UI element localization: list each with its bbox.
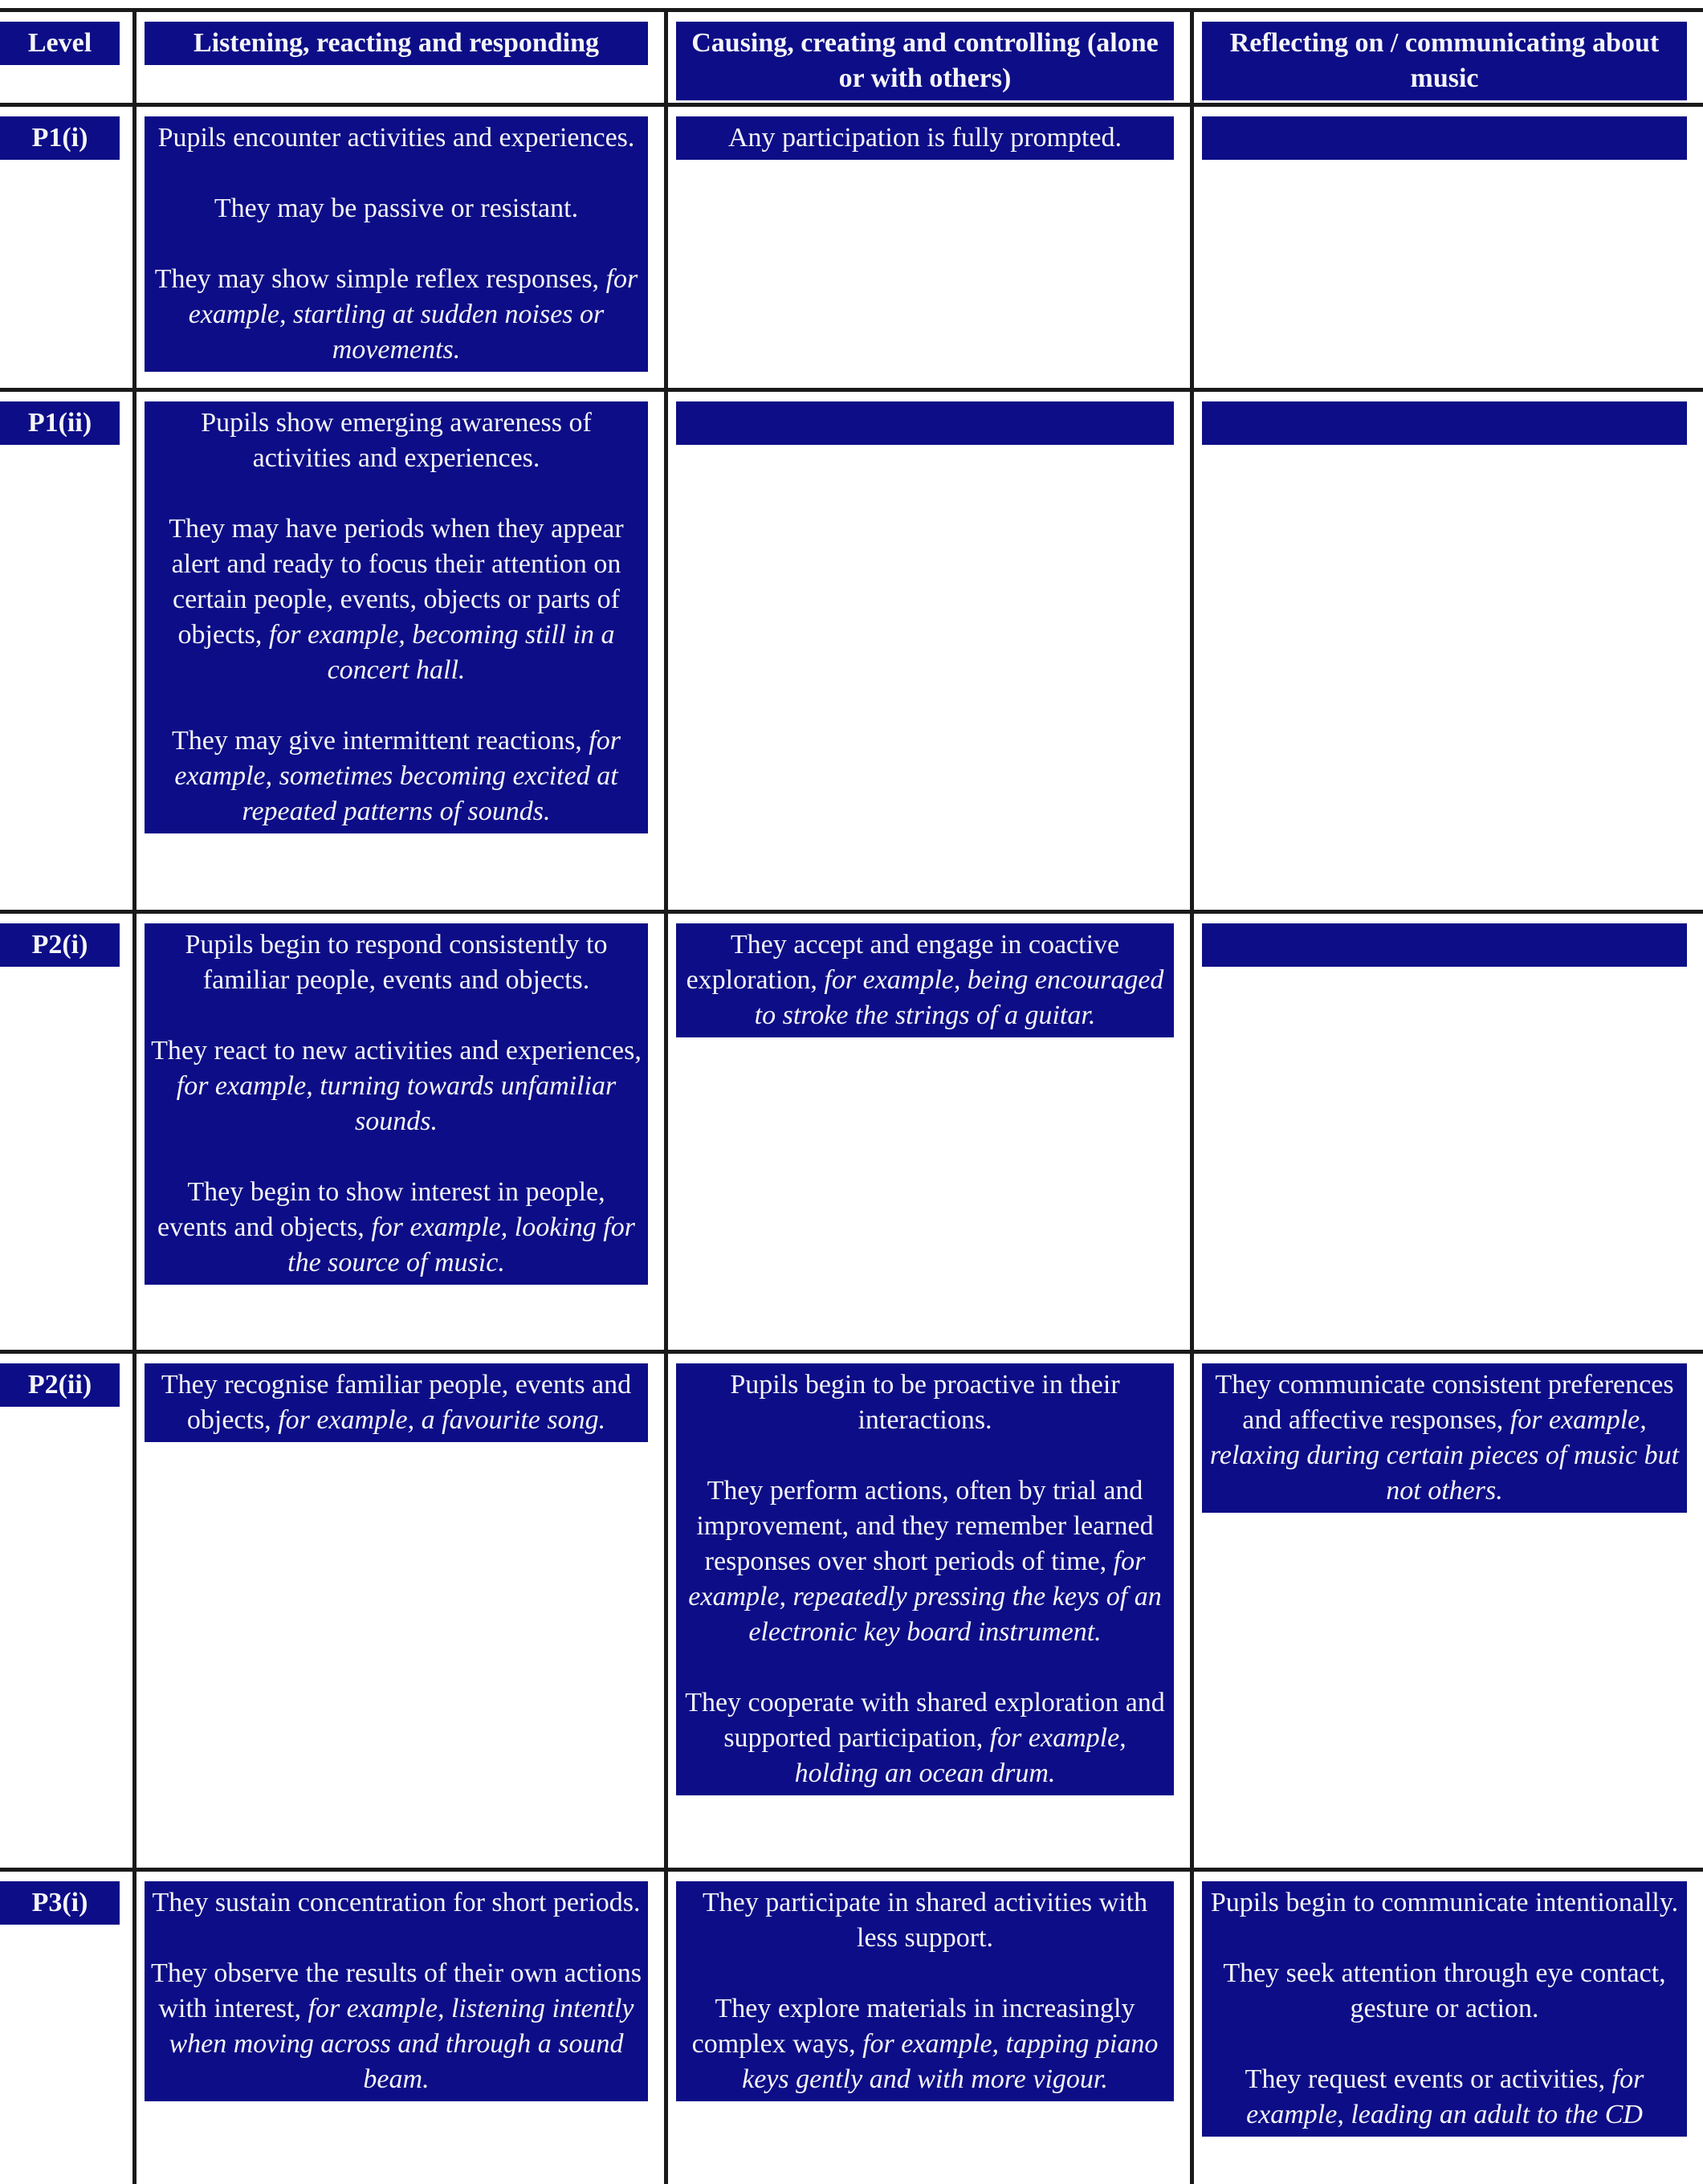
level-badge: P2(ii) bbox=[0, 1363, 120, 1407]
example-text: for example, startling at sudden noises or movements. bbox=[188, 264, 638, 365]
level-badge: P1(i) bbox=[0, 116, 120, 160]
cell-content bbox=[1202, 923, 1687, 967]
paragraph bbox=[682, 1473, 1167, 1650]
statement-text: They may have periods when they appear alert and ready to focus their attention on certain people, events, objects or parts of objects, bbox=[169, 514, 624, 650]
content-cell bbox=[1190, 107, 1703, 388]
example-text: for example, looking for the source of music. bbox=[287, 1212, 635, 1277]
paragraph bbox=[151, 927, 642, 998]
statement-text: They cooperate with shared exploration and supported participation, bbox=[685, 1688, 1165, 1753]
cell-content bbox=[1202, 116, 1687, 160]
paragraph bbox=[151, 1367, 642, 1438]
paragraph bbox=[1208, 2062, 1681, 2133]
statement-text: They react to new activities and experiences, bbox=[151, 1036, 642, 1066]
paragraph bbox=[151, 1956, 642, 2097]
statement-text: Any participation is fully prompted. bbox=[727, 123, 1122, 153]
example-text: for example, repeatedly pressing the keys of an electronic key board instrument. bbox=[688, 1546, 1162, 1647]
content-cell bbox=[132, 1872, 664, 2184]
statement-text: They explore materials in increasingly complex ways, bbox=[691, 1994, 1135, 2059]
table-body bbox=[0, 107, 1703, 2184]
table-row bbox=[0, 1354, 1703, 1872]
statement-text: Pupils begin to be proactive in their interactions. bbox=[730, 1370, 1120, 1435]
statement-text: They begin to show interest in people, events and objects, bbox=[157, 1177, 605, 1242]
example-text: for example, tapping piano keys gently and with more vigour. bbox=[742, 2029, 1159, 2094]
level-cell bbox=[0, 1872, 132, 2184]
example-text: for example, listening intently when moving across and through a sound beam. bbox=[169, 1994, 634, 2094]
cell-content bbox=[1202, 401, 1687, 445]
statement-text: They accept and engage in coactive exploration, bbox=[686, 930, 1120, 995]
paragraph bbox=[151, 262, 642, 368]
statement-text: They observe the results of their own actions with interest, bbox=[151, 1958, 642, 2023]
header-label-reflecting: Reflecting on / communicating about music bbox=[1202, 22, 1687, 100]
paragraph bbox=[682, 1367, 1167, 1438]
content-cell bbox=[664, 1354, 1190, 1868]
statement-text: They sustain concentration for short periods. bbox=[152, 1888, 641, 1917]
example-text: for example, turning towards unfamiliar sounds. bbox=[176, 1071, 617, 1136]
paragraph bbox=[151, 120, 642, 156]
paragraph bbox=[151, 723, 642, 829]
level-badge: P3(i) bbox=[0, 1881, 120, 1925]
paragraph bbox=[151, 1175, 642, 1281]
cell-content bbox=[676, 923, 1174, 1037]
table-row bbox=[0, 392, 1703, 914]
header-cell-reflecting bbox=[1190, 12, 1703, 103]
content-cell bbox=[664, 392, 1190, 910]
content-cell bbox=[664, 1872, 1190, 2184]
paragraph bbox=[151, 511, 642, 688]
example-text: for example, relaxing during certain pieces of music but not others. bbox=[1209, 1405, 1680, 1506]
content-cell bbox=[132, 1354, 664, 1868]
paragraph bbox=[151, 1033, 642, 1139]
paragraph bbox=[682, 1991, 1167, 2097]
cell-content bbox=[676, 116, 1174, 160]
header-label-level: Level bbox=[0, 22, 120, 65]
example-text: for example, sometimes becoming excited at repeated patterns of sounds. bbox=[174, 726, 621, 826]
statement-text: They recognise familiar people, events and objects, bbox=[161, 1370, 632, 1435]
header-cell-level bbox=[0, 12, 132, 103]
level-cell bbox=[0, 107, 132, 388]
statement-text: They may give intermittent reactions, bbox=[172, 726, 589, 756]
content-cell bbox=[1190, 1354, 1703, 1868]
statement-text: They seek attention through eye contact, gesture or action. bbox=[1223, 1958, 1666, 2023]
level-badge: P2(i) bbox=[0, 923, 120, 967]
statement-text: They participate in shared activities with less support. bbox=[702, 1888, 1148, 1953]
cell-content bbox=[1202, 1363, 1687, 1513]
cell-content bbox=[676, 401, 1174, 445]
statement-text: Pupils encounter activities and experiences. bbox=[157, 123, 635, 153]
paragraph bbox=[1208, 1367, 1681, 1509]
cell-content bbox=[145, 116, 648, 372]
paragraph bbox=[682, 1885, 1167, 1956]
content-cell bbox=[664, 107, 1190, 388]
cell-content bbox=[145, 401, 648, 833]
paragraph bbox=[1208, 1885, 1681, 1921]
statement-text: They request events or activities, bbox=[1245, 2064, 1612, 2094]
example-text: for example, being encouraged to stroke the strings of a guitar. bbox=[754, 965, 1164, 1030]
p-levels-table bbox=[0, 8, 1703, 2184]
paragraph bbox=[151, 405, 642, 476]
content-cell bbox=[1190, 1872, 1703, 2184]
paragraph bbox=[151, 191, 642, 226]
header-label-listening: Listening, reacting and responding bbox=[145, 22, 648, 65]
paragraph bbox=[151, 1885, 642, 1921]
content-cell bbox=[132, 107, 664, 388]
statement-text: Pupils show emerging awareness of activities and experiences. bbox=[201, 408, 592, 473]
cell-content bbox=[145, 923, 648, 1285]
cell-content bbox=[676, 1363, 1174, 1795]
paragraph bbox=[1208, 1956, 1681, 2027]
header-label-causing: Causing, creating and controlling (alone or with others) bbox=[676, 22, 1174, 100]
content-cell bbox=[1190, 392, 1703, 910]
content-cell bbox=[132, 914, 664, 1350]
statement-text: Pupils begin to communicate intentionally. bbox=[1210, 1888, 1679, 1917]
example-text: for example, holding an ocean drum. bbox=[794, 1723, 1127, 1788]
cell-content bbox=[1202, 1881, 1687, 2137]
level-cell bbox=[0, 914, 132, 1350]
paragraph bbox=[682, 927, 1167, 1033]
example-text: for example, leading an adult to the CD bbox=[1246, 2064, 1644, 2129]
table-row bbox=[0, 107, 1703, 392]
table-header-row bbox=[0, 12, 1703, 107]
level-badge: P1(ii) bbox=[0, 401, 120, 445]
paragraph bbox=[682, 120, 1167, 156]
example-text: for example, becoming still in a concert hall. bbox=[268, 620, 615, 685]
header-cell-listening bbox=[132, 12, 664, 103]
example-text: for example, a favourite song. bbox=[278, 1405, 606, 1435]
table-row bbox=[0, 914, 1703, 1354]
cell-content bbox=[145, 1881, 648, 2101]
paragraph bbox=[682, 1685, 1167, 1791]
table-row bbox=[0, 1872, 1703, 2184]
statement-text: They communicate consistent preferences and affective responses, bbox=[1215, 1370, 1674, 1435]
cell-content bbox=[145, 1363, 648, 1442]
header-cell-causing bbox=[664, 12, 1190, 103]
cell-content bbox=[676, 1881, 1174, 2101]
content-cell bbox=[132, 392, 664, 910]
statement-text: They may be passive or resistant. bbox=[214, 194, 579, 223]
statement-text: Pupils begin to respond consistently to familiar people, events and objects. bbox=[185, 930, 608, 995]
statement-text: They may show simple reflex responses, bbox=[154, 264, 606, 294]
content-cell bbox=[1190, 914, 1703, 1350]
level-cell bbox=[0, 392, 132, 910]
level-cell bbox=[0, 1354, 132, 1868]
content-cell bbox=[664, 914, 1190, 1350]
statement-text: They perform actions, often by trial and improvement, and they remember learned responses over short periods of time, bbox=[696, 1476, 1154, 1576]
